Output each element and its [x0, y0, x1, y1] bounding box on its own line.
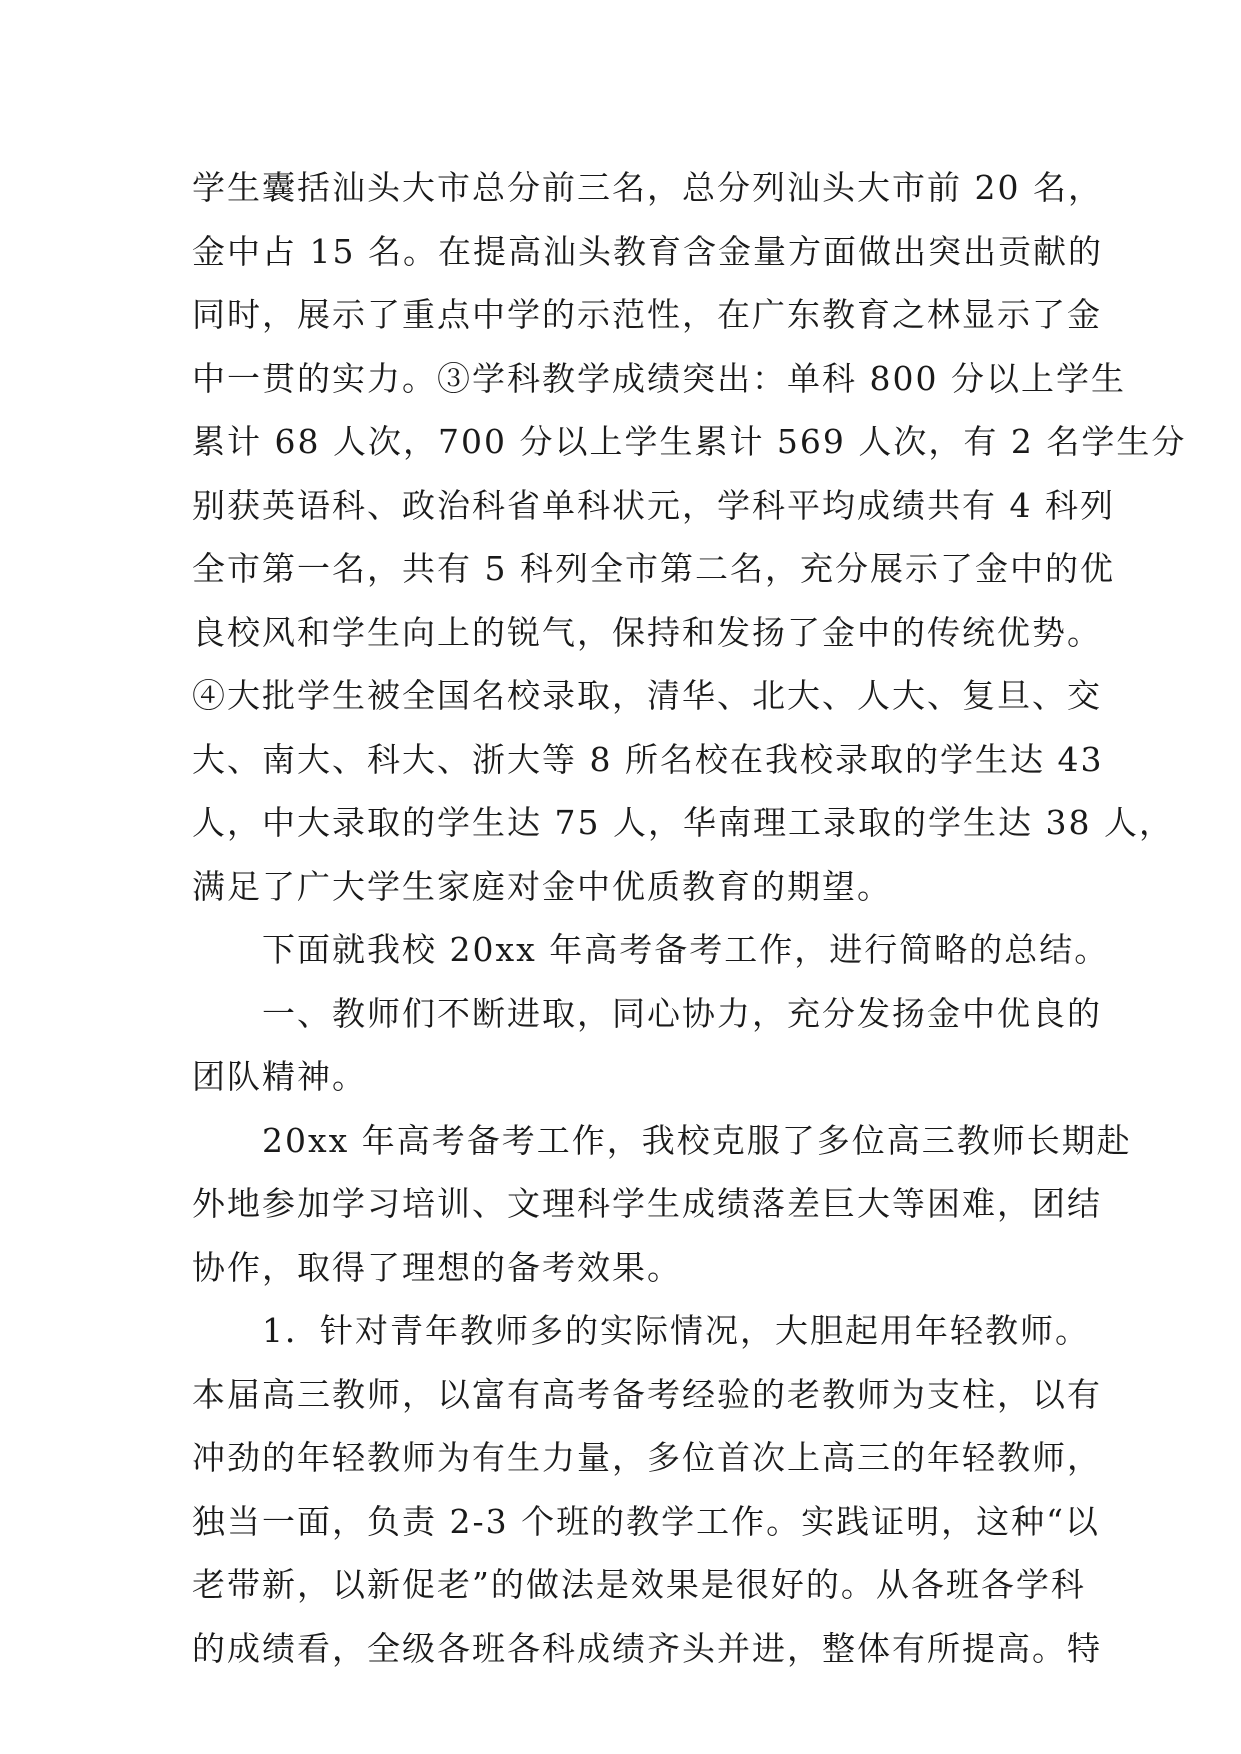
paragraph-first-line: 下面就我校 20xx 年高考备考工作，进行简略的总结。 — [262, 930, 1110, 969]
text-line: 良校风和学生向上的锐气，保持和发扬了金中的传统优势。 — [192, 612, 1102, 652]
text-line: 全市第一名，共有 5 科列全市第二名，充分展示了金中的优 — [192, 549, 1115, 588]
paragraph-first-line: 1．针对青年教师多的实际情况，大胆起用年轻教师。 — [262, 1311, 1090, 1350]
text-line: 的成绩看，全级各班各科成绩齐头并进，整体有所提高。特 — [192, 1628, 1102, 1668]
text-line: 别获英语科、政治科省单科状元，学科平均成绩共有 4 科列 — [192, 485, 1115, 525]
text-line: 学生囊括汕头大市总分前三名，总分列汕头大市前 20 名， — [192, 168, 1103, 207]
text-line: 满足了广大学生家庭对金中优质教育的期望。 — [192, 866, 892, 906]
text-line: 累计 68 人次，700 分以上学生累计 569 人次，有 2 名学生分 — [192, 422, 1187, 461]
text-line: 协作，取得了理想的备考效果。 — [192, 1247, 682, 1287]
text-line: 老带新，以新促老”的做法是效果是很好的。从各班各学科 — [192, 1565, 1086, 1604]
text-line: 人，中大录取的学生达 75 人，华南理工录取的学生达 38 人， — [192, 803, 1174, 842]
text-line: 外地参加学习培训、文理科学生成绩落差巨大等困难，团结 — [192, 1184, 1102, 1223]
section-heading-line: 一、教师们不断进取，同心协力，充分发扬金中优良的 — [262, 993, 1102, 1033]
text-line: ④大批学生被全国名校录取，清华、北大、人大、复旦、交 — [192, 676, 1102, 715]
text-line: 中一贯的实力。③学科教学成绩突出：单科 800 分以上学生 — [192, 358, 1126, 398]
paragraph-first-line: 20xx 年高考备考工作，我校克服了多位高三教师长期赴 — [262, 1120, 1132, 1160]
text-line: 独当一面，负责 2-3 个班的教学工作。实践证明，这种“以 — [192, 1501, 1100, 1541]
text-line: 同时，展示了重点中学的示范性，在广东教育之林显示了金 — [192, 295, 1102, 334]
text-line: 金中占 15 名。在提高汕头教育含金量方面做出突出贡献的 — [192, 231, 1103, 271]
text-line: 本届高三教师，以富有高考备考经验的老教师为支柱，以有 — [192, 1374, 1102, 1414]
section-heading-line: 团队精神。 — [192, 1057, 367, 1096]
body-text — [192, 156, 1187, 1680]
text-line: 冲劲的年轻教师为有生力量，多位首次上高三的年轻教师， — [192, 1438, 1102, 1477]
text-line: 大、南大、科大、浙大等 8 所名校在我校录取的学生达 43 — [192, 739, 1104, 779]
